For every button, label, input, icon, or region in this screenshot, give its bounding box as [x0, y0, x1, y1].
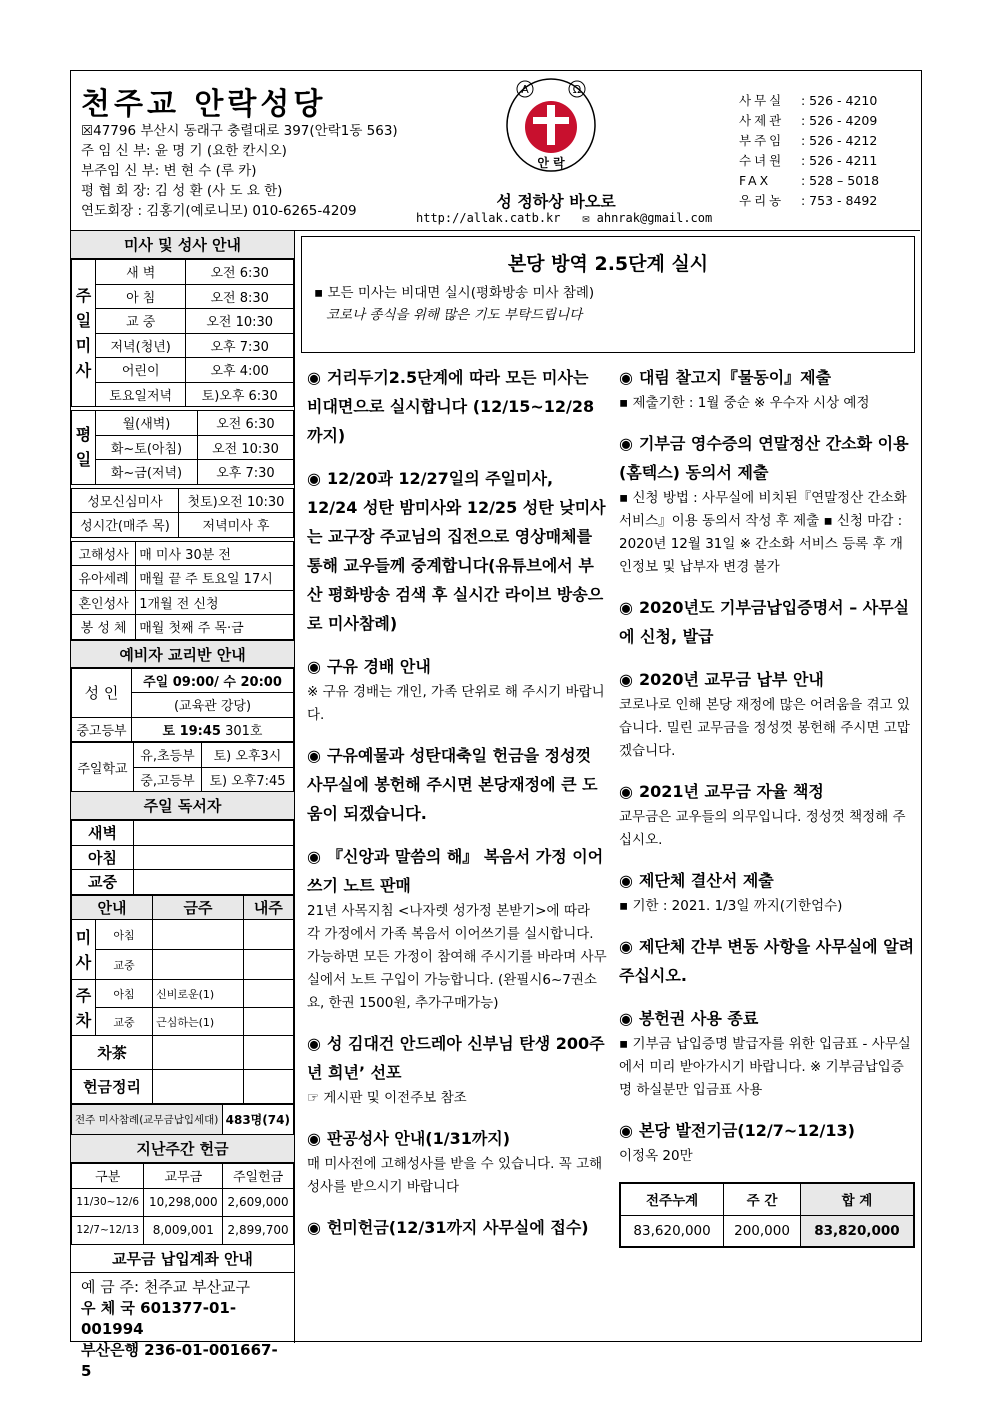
announcement-title: 헌미헌금(12/31까지 사무실에 접수) [326, 1218, 589, 1237]
sunday-mass-table [71, 259, 294, 407]
bullet-icon: ◉ [619, 1009, 633, 1028]
bullet-icon: ◉ [307, 368, 321, 387]
bulletin-frame [70, 70, 922, 1380]
offering-cell: 8,009,001 [144, 1216, 223, 1244]
announcement-text: ▪ 기한 : 2021. 1/3일 까지(기한엄수) [619, 898, 843, 914]
adult-place: (교육관 강당) [132, 693, 294, 718]
announcement-title: 구유 경배 안내 [326, 657, 431, 676]
account-info [71, 1273, 294, 1386]
account-owner: 예 금 주: 천주교 부산교구 [81, 1277, 251, 1296]
catechumen-heading: 예비자 교리반 안내 [71, 640, 294, 668]
announcement-item [619, 777, 915, 852]
bullet-icon: ◉ [619, 1121, 633, 1140]
announcement-item [307, 652, 607, 727]
address: ☒47796 부산시 동래구 충렬대로 397(안락1동 563) [81, 123, 398, 139]
parish-info [81, 121, 398, 221]
mass-time: 오후 4:00 [186, 358, 294, 383]
duty-mass-time: 교중 [96, 950, 153, 980]
announcement-heading [619, 429, 915, 487]
school-time: 토) 오후3시 [201, 743, 293, 768]
attendance-label: 전주 미사참례(교무금납입세대) [72, 1105, 223, 1135]
mass-name: 토요일저녁 [96, 382, 186, 407]
weekday-mass-table [71, 410, 294, 485]
announcement-heading [307, 1124, 607, 1153]
mass-name: 교 중 [96, 309, 186, 334]
website-link[interactable]: http://allak.catb.kr [416, 211, 561, 225]
bullet-icon: ◉ [619, 368, 633, 387]
announcement-title: 대림 찰고지『물동이』제출 [638, 368, 832, 387]
announcement-heading [619, 593, 915, 651]
bullet-icon: ◉ [307, 1218, 321, 1237]
reader-heading: 주일 독서자 [71, 792, 294, 820]
announcement-item [619, 593, 915, 651]
parish-title: 천주교 안락성당 [81, 87, 327, 122]
phone-row [739, 131, 879, 151]
fund-value: 83,620,000 [620, 1215, 724, 1247]
duty-next-week [243, 1008, 293, 1036]
bullet-icon: ◉ [307, 1034, 321, 1053]
mass-time: 오전 6:30 [197, 411, 293, 436]
header [71, 71, 920, 231]
bullet-icon: ◉ [619, 937, 633, 956]
school-label: 주일학교 [72, 743, 134, 792]
announcement-text: 21년 사목지침 <나자렛 성가정 본받기>에 따라 각 가정에서 가족 복음서 이어쓰기를 실시합니다. 가능하면 모든 가정이 참여해 주시기를 바라며 사무실에서 노트 구입이 가능합니다. (완필시6~7권소요, 한권 1500원, 추가구매가능) [307, 903, 607, 1011]
devotion-table [71, 488, 294, 538]
mass-name: 월(새벽) [96, 411, 198, 436]
announcement-heading [619, 932, 915, 990]
announcements-col2 [619, 363, 915, 1248]
announcement-heading [307, 1213, 607, 1242]
teen-label: 중고등부 [72, 717, 132, 742]
offering-cell: 2,899,700 [223, 1216, 294, 1244]
bullet-icon: ◉ [307, 1129, 321, 1148]
offering-col-head: 구분 [72, 1164, 144, 1189]
announcement-heading [619, 1116, 915, 1145]
mass-time: 오전 8:30 [186, 284, 294, 309]
mass-time: 오전 6:30 [186, 260, 294, 285]
sunday-mass-label: 주일미사 [72, 260, 96, 407]
reader-table [71, 820, 294, 895]
duty-mass-time: 아침 [96, 920, 153, 950]
announcement-heading [619, 777, 915, 806]
announcement-text: ※ 구유 경배는 개인, 가족 단위로 해 주시기 바랍니다. [307, 684, 605, 723]
assistant-pastor: 부주임 신 부: 변 현 수 (루 카) [81, 163, 257, 179]
school-time: 토) 오후7:45 [201, 767, 293, 792]
announcement-heading [619, 363, 915, 392]
announcement-text: 이정옥 20만 [619, 1148, 693, 1164]
phone-row [739, 91, 879, 111]
phone-row [739, 111, 879, 131]
phone-number: : 526 - 4212 [801, 133, 878, 148]
duty-head: 안내 [72, 895, 153, 920]
ygeonhoe-leader: 연도회장 : 김홍기(예로니모) 010-6265-4209 [81, 203, 357, 219]
announcement-heading [307, 652, 607, 681]
phone-row [739, 151, 879, 171]
phone-list [739, 91, 879, 211]
announcement-item [619, 1116, 915, 1168]
announcement-text: ▪ 기부금 납입증명 발급자를 위한 입금표 - 사무실에서 미리 받아가시기 바랍니다. ※ 기부금납입증명 하실분만 입금표 사용 [619, 1036, 911, 1098]
phone-number: : 526 - 4210 [801, 93, 878, 108]
announcement-title: 『신앙과 말씀의 해』 복음서 가정 이어쓰기 노트 판매 [307, 847, 604, 895]
left-column [71, 231, 295, 1380]
notice-line1: ▪ 모든 미사는 비대면 실시(평화방송 미사 참례) [314, 285, 595, 301]
sacrament-time: 1개월 전 신청 [136, 590, 294, 615]
announcement-title: 제단체 결산서 제출 [638, 871, 774, 890]
bullet-icon: ◉ [619, 871, 633, 890]
announcement-title: 12/20과 12/27일의 주일미사, 12/24 성탄 밤미사와 12/25 성탄 낮미사는 교구장 주교님의 집전으로 영상매체를 통해 교우들께 중계합니다(유튜브에서 부산 평화방송 검색 후 실시간 라이브 방송으로 미사참례) [307, 469, 606, 633]
offering-cell: 10,298,000 [144, 1188, 223, 1216]
duty-this-week [153, 1070, 244, 1104]
teen-time: 토 19:45 [162, 723, 221, 739]
bullet-icon: ◉ [619, 434, 633, 453]
right-column [295, 231, 920, 1343]
phone-label: 수녀원 [739, 153, 785, 168]
phone-number: : 526 - 4209 [801, 113, 878, 128]
account-heading: 교무금 납입계좌 안내 [71, 1245, 294, 1273]
phone-number: : 528 – 5018 [801, 173, 880, 188]
announcement-item [619, 363, 915, 415]
weekday-mass-label: 평일 [72, 411, 96, 485]
development-fund-table [619, 1182, 915, 1248]
offering-cell: 2,609,000 [223, 1188, 294, 1216]
announcement-title: 판공성사 안내(1/31까지) [326, 1129, 511, 1148]
announcement-title: 거리두기2.5단계에 따라 모든 미사는 비대면으로 실시합니다 (12/15~12/28까지) [307, 368, 595, 445]
phone-label: 우리농 [739, 193, 785, 208]
announcement-item [307, 1029, 607, 1110]
announcement-heading [307, 842, 607, 900]
duty-next-week [243, 980, 293, 1008]
sacrament-name: 봉 성 체 [72, 615, 136, 640]
duty-next-week [243, 950, 293, 980]
duty-head: 금주 [153, 895, 244, 920]
mass-time: 오후 7:30 [186, 333, 294, 358]
announcement-title: 본당 발전기금(12/7~12/13) [638, 1121, 855, 1140]
catechumen-table [71, 668, 294, 743]
school-group: 중,고등부 [134, 767, 202, 792]
svg-text:A: A [521, 83, 529, 96]
mass-time: 토)오후 6:30 [186, 382, 294, 407]
duty-car-group: 근심하는(1) [153, 1008, 244, 1036]
offering-col-head: 주일헌금 [223, 1164, 294, 1189]
announcement-item [307, 1124, 607, 1199]
announcement-item [307, 741, 607, 828]
announcement-heading [307, 1029, 607, 1087]
bullet-icon: ◉ [619, 598, 633, 617]
duty-next-week [243, 1036, 293, 1070]
announcement-text: 교무금은 교우들의 의무입니다. 정성껏 책정해 주십시오. [619, 809, 906, 848]
announcement-item [307, 464, 607, 638]
phone-label: 사무실 [739, 93, 785, 108]
phone-label: 부주임 [739, 133, 785, 148]
account-post: 우 체 국 601377-01-001994 [81, 1298, 237, 1338]
school-group: 유,초등부 [134, 743, 202, 768]
sacrament-name: 성모신심미사 [72, 488, 179, 513]
duty-money: 헌금정리 [72, 1070, 153, 1104]
council-president: 평 협 회 장: 김 성 환 (사 도 요 한) [81, 183, 283, 199]
duty-car-group: 신비로운(1) [153, 980, 244, 1008]
mass-time: 오전 10:30 [197, 435, 293, 460]
notice-title: 본당 방역 2.5단계 실시 [507, 253, 709, 275]
adult-time: 주일 09:00/ 수 20:00 [132, 668, 294, 693]
pastor: 주 임 신 부: 윤 명 기 (요한 칸시오) [81, 143, 287, 159]
announcements-col1 [307, 363, 607, 1256]
bullet-icon: ◉ [307, 657, 321, 676]
mass-name: 저녁(청년) [96, 333, 186, 358]
fund-col-head: 전주누계 [620, 1183, 724, 1215]
announcement-title: 2021년 교무금 자율 책정 [638, 782, 824, 801]
announcement-item [307, 363, 607, 450]
duty-mass-label: 미사 [72, 920, 96, 980]
announcement-heading [619, 665, 915, 694]
announcement-item [619, 932, 915, 990]
sacrament-time: 첫토)오전 10:30 [178, 488, 293, 513]
announcement-item [307, 842, 607, 1015]
announcement-item [619, 665, 915, 763]
announcement-text: 매 미사전에 고해성사를 받을 수 있습니다. 꼭 고해성사를 받으시기 바랍니다 [307, 1156, 603, 1195]
sacrament-name: 혼인성사 [72, 590, 136, 615]
duty-next-week [243, 1070, 293, 1104]
phone-row [739, 171, 879, 191]
announcement-heading [307, 464, 607, 638]
announcement-title: 기부금 영수증의 연말정산 간소화 이용(홈텍스) 동의서 제출 [619, 434, 909, 482]
mass-time: 오후 7:30 [197, 460, 293, 485]
reader-mass: 교중 [72, 870, 134, 895]
bullet-icon: ◉ [619, 782, 633, 801]
duty-table [71, 895, 294, 1105]
announcement-item [619, 866, 915, 918]
bullet-icon: ◉ [307, 847, 321, 866]
duty-car-label: 주차 [72, 980, 96, 1036]
main-notice-box [301, 236, 915, 353]
logo-text: 안 락 [537, 156, 565, 170]
sacrament-name: 성시간(매주 목) [72, 513, 179, 538]
mass-name: 새 벽 [96, 260, 186, 285]
teen-room: 301호 [225, 723, 263, 739]
announcement-text: ▪ 신청 방법 : 사무실에 비치된『연말정산 간소화 서비스』이용 동의서 작성 후 제출 ▪ 신청 마감 : 2020년 12월 31일 ※ 간소화 서비스 등록 후 개인정보 및 납부자 변경 불가 [619, 490, 907, 575]
notice-line2: 코로나 종식을 위해 많은 기도 부탁드립니다 [326, 307, 583, 323]
bullet-icon: ◉ [307, 469, 321, 488]
offering-table [71, 1163, 294, 1245]
sunday-school-table [71, 742, 294, 792]
reader-mass: 새벽 [72, 821, 134, 846]
announcement-heading [307, 741, 607, 828]
offering-col-head: 교무금 [144, 1164, 223, 1189]
phone-row [739, 191, 879, 211]
announcement-title: 2020년 교무금 납부 안내 [638, 670, 824, 689]
fund-value: 83,820,000 [800, 1215, 914, 1247]
sacrament-time: 매월 끝 주 토요일 17시 [136, 566, 294, 591]
announcement-text: ▪ 제출기한 : 1월 중순 ※ 우수자 시상 예정 [619, 395, 870, 411]
parish-logo-icon [503, 75, 599, 187]
duty-head: 내주 [243, 895, 293, 920]
announcement-item [307, 1213, 607, 1242]
email-link[interactable]: ✉ ahnrak@gmail.com [582, 211, 713, 225]
mass-name: 화~토(아침) [96, 435, 198, 460]
duty-car-time: 아침 [96, 980, 153, 1008]
adult-label: 성 인 [72, 668, 132, 717]
duty-tea: 차茶 [72, 1036, 153, 1070]
announcement-title: 제단체 간부 변동 사항을 사무실에 알려주십시오. [619, 937, 915, 985]
contact-web [416, 211, 712, 225]
announcement-heading [619, 1004, 915, 1033]
reader-name [134, 821, 294, 846]
fund-col-head: 주 간 [724, 1183, 801, 1215]
svg-text:Ω: Ω [572, 83, 582, 96]
announcement-heading [307, 363, 607, 450]
mass-schedule-heading: 미사 및 성사 안내 [71, 231, 294, 259]
announcement-title: 성 김대건 안드레아 신부님 탄생 200주년 희년’ 선포 [307, 1034, 605, 1082]
attendance-value: 483명(74) [222, 1105, 293, 1135]
mass-name: 어린이 [96, 358, 186, 383]
announcement-title: 구유예물과 성탄대축일 헌금을 정성껏 사무실에 봉헌해 주시면 본당재정에 큰 도움이 되겠습니다. [307, 746, 598, 823]
announcement-text: 코로나로 인해 본당 재정에 많은 어려움을 겪고 있습니다. 밀린 교무금을 정성껏 봉헌해 주시면 고맙겠습니다. [619, 697, 910, 759]
attendance-table [71, 1104, 294, 1135]
reader-name [134, 845, 294, 870]
announcement-text: ☞ 게시판 및 이전주보 참조 [307, 1090, 467, 1106]
phone-number: : 526 - 4211 [801, 153, 878, 168]
sacrament-time: 매 미사 30분 전 [136, 541, 294, 566]
sacrament-name: 고해성사 [72, 541, 136, 566]
announcement-heading [619, 866, 915, 895]
mass-name: 화~금(저녁) [96, 460, 198, 485]
sacrament-name: 유아세례 [72, 566, 136, 591]
offering-heading: 지난주간 헌금 [71, 1135, 294, 1163]
phone-number: : 753 - 8492 [801, 193, 878, 208]
mass-name: 아 침 [96, 284, 186, 309]
bullet-icon: ◉ [307, 746, 321, 765]
duty-car-time: 교중 [96, 1008, 153, 1036]
duty-this-week [153, 920, 244, 950]
duty-this-week [153, 950, 244, 980]
fund-col-head: 합 계 [800, 1183, 914, 1215]
patron-saint: 성 정하상 바오로 [496, 192, 616, 211]
sacrament-time: 저녁미사 후 [178, 513, 293, 538]
sacrament-time: 매월 첫째 주 목·금 [136, 615, 294, 640]
announcement-item [619, 1004, 915, 1102]
reader-name [134, 870, 294, 895]
reader-mass: 아침 [72, 845, 134, 870]
announcement-title: 봉헌권 사용 종료 [638, 1009, 759, 1028]
offering-cell: 12/7~12/13 [72, 1216, 144, 1244]
announcement-item [619, 429, 915, 579]
announcement-title: 2020년도 기부금납입증명서 – 사무실에 신청, 발급 [619, 598, 910, 646]
account-bank: 부산은행 236-01-001667-5 [81, 1340, 278, 1380]
duty-this-week [153, 1036, 244, 1070]
fund-value: 200,000 [724, 1215, 801, 1247]
phone-label: 사제관 [739, 113, 785, 128]
offering-cell: 11/30~12/6 [72, 1188, 144, 1216]
bullet-icon: ◉ [619, 670, 633, 689]
phone-label: FAX [739, 173, 772, 188]
duty-next-week [243, 920, 293, 950]
mass-time: 오전 10:30 [186, 309, 294, 334]
sacrament-table [71, 541, 294, 640]
